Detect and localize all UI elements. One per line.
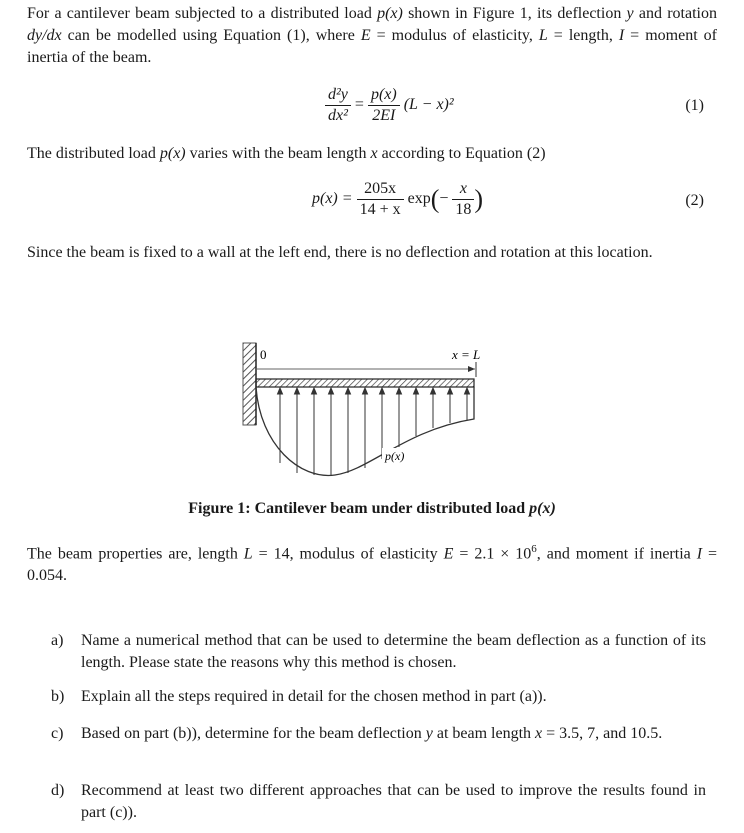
wall-support — [243, 343, 256, 425]
equation-1-number: (1) — [685, 97, 704, 114]
question-text: Based on part (b)), determine for the beam deflection y at beam length x = 3.5, 7, and 10.5. — [81, 725, 663, 742]
origin-label: 0 — [260, 347, 267, 362]
equation-1: $\frac{\text{d²y}}{\text{dx²}}$ = $\frac{p(x)}{2EI}$ (L − x)² — [325, 86, 454, 125]
boundary-condition-text: Since the beam is fixed to a wall at the left end, there is no deflection and rotation at this location. — [27, 244, 653, 261]
figure-caption: Figure 1: Cantilever beam under distributed load p(x) — [188, 500, 556, 517]
load-arrows — [278, 388, 470, 475]
load-label: p(x) — [385, 449, 405, 463]
question-label: b) — [51, 688, 65, 705]
eq2-fraction: $\frac{205x}{14 + x}$ — [357, 180, 404, 219]
question-text: Recommend at least two different approaches that can be used to improve the results found in part (c)). — [81, 782, 706, 821]
eq2-inner-fraction: $\frac{x}{18}$ — [452, 180, 474, 219]
question-text: Explain all the steps required in detail for the chosen method in part (a)). — [81, 688, 547, 705]
beam — [256, 379, 474, 387]
question-text: Name a numerical method that can be used to determine the beam deflection as a function of its length. Please state the reasons why this method is chosen. — [81, 632, 706, 671]
eq1-lhs-fraction: $\frac{\text{d²y}}{\text{dx²}}$ — [325, 86, 351, 125]
question-label: c) — [51, 725, 64, 742]
load-description: The distributed load p(x) varies with the beam length x according to Equation (2) — [27, 145, 546, 162]
end-label: x = L — [452, 347, 481, 362]
question-label: d) — [51, 782, 65, 799]
dimension-arrow — [468, 366, 475, 372]
equation-2-number: (2) — [685, 192, 704, 209]
eq1-rhs-fraction: $\frac{p(x)}{2EI}$ — [368, 86, 400, 125]
question-label: a) — [51, 632, 64, 649]
beam-properties: The beam properties are, length L = 14, modulus of elasticity $E = 2.1 \times 10^6$, and moment if inertia I = 0.054. — [27, 543, 718, 585]
intro-paragraph: For a cantilever beam subjected to a distributed load p(x) shown in Figure 1, its deflection y and rotation dy/dx can be modelled using Equation (1), where E = modulus of elasticity, L = length, I = moment of inertia of the beam. — [27, 5, 717, 66]
equation-2: p(x) = $\frac{205x}{14 + x}$ exp(− $\frac{x}{18}$ ) — [312, 180, 484, 218]
cantilever-beam-figure — [230, 335, 510, 485]
